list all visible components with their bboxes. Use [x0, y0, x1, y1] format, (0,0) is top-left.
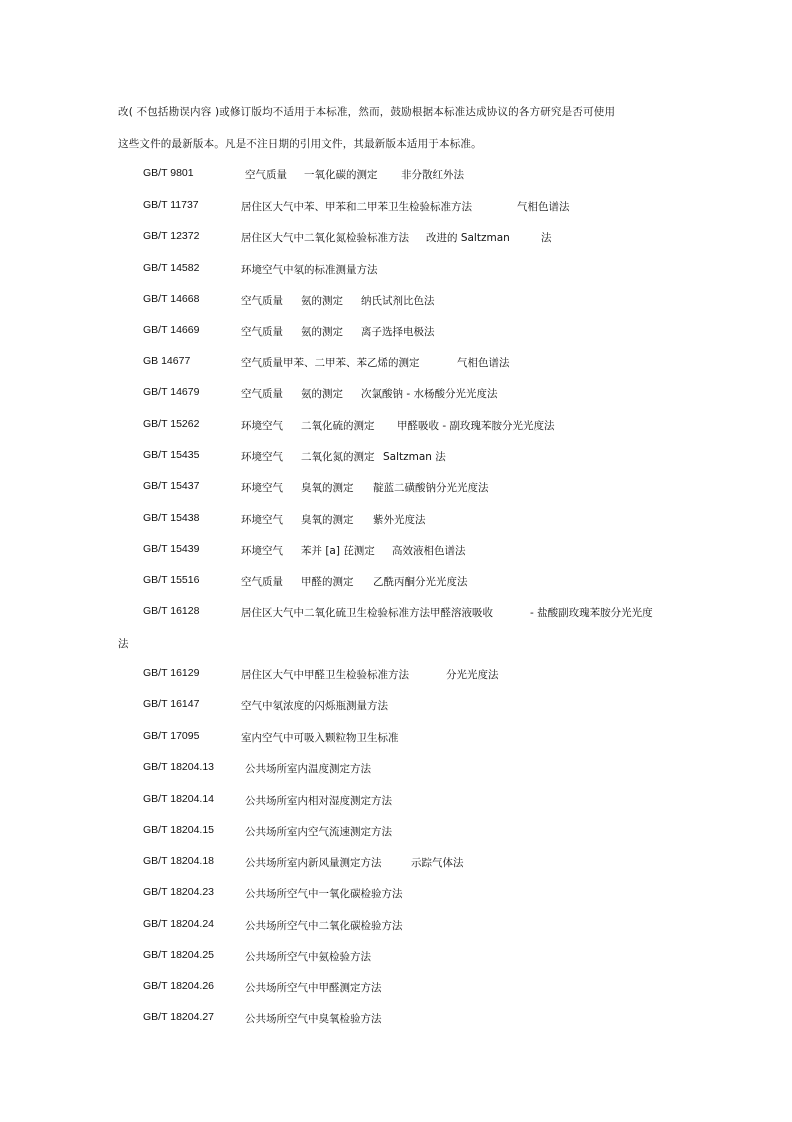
standard-title-part: 甲醛吸收 - 副玫瑰苯胺分光光度法 — [397, 420, 555, 432]
standard-title-part: 紫外光度法 — [373, 514, 426, 526]
standard-title-part: 公共场所空气中臭氧检验方法 — [245, 1013, 382, 1025]
standard-title-part: 一氧化碳的测定 — [304, 169, 378, 181]
standard-title-part: 氨的测定 — [301, 295, 343, 307]
standard-title-part: 公共场所空气中甲醛测定方法 — [245, 982, 382, 994]
standard-code: GB/T 15439 — [143, 543, 200, 555]
intro-line-1: 改( 不包括勘误内容 )或修订版均不适用于本标准，然而，鼓励根据本标准达成协议的各方研究是否可使用 — [118, 106, 616, 118]
standard-title-part: 离子选择电极法 — [361, 326, 435, 338]
standard-code: GB/T 18204.25 — [143, 949, 215, 961]
standard-title-part: 环境空气 — [241, 514, 283, 526]
standard-code: GB/T 14668 — [143, 293, 200, 305]
standard-title-continuation: 法 — [118, 638, 129, 650]
standard-code: GB 14677 — [143, 355, 191, 367]
standard-title-part: 高效液相色谱法 — [392, 545, 466, 557]
standard-code: GB/T 18204.23 — [143, 886, 215, 898]
standard-title-part: 次氯酸钠 - 水杨酸分光光度法 — [361, 388, 498, 400]
standard-title-part: 环境空气 — [241, 451, 283, 463]
standard-title-part: 臭氧的测定 — [301, 482, 354, 494]
standard-code: GB/T 15437 — [143, 480, 200, 492]
standard-title-part: 居住区大气中二氧化氮检验标准方法 — [241, 232, 409, 244]
standard-title-part: 室内空气中可吸入颗粒物卫生标准 — [241, 732, 399, 744]
standard-title-part: 二氧化硫的测定 — [301, 420, 375, 432]
standard-title-part: 臭氧的测定 — [301, 514, 354, 526]
standard-code: GB/T 18204.14 — [143, 793, 215, 805]
standard-code: GB/T 18204.26 — [143, 980, 215, 992]
standard-code: GB/T 11737 — [143, 199, 199, 211]
standard-code: GB/T 18204.24 — [143, 918, 215, 930]
standard-title-part: 环境空气 — [241, 420, 283, 432]
standard-title-part: 环境空气 — [241, 545, 283, 557]
standard-title-part: 空气质量 — [241, 576, 283, 588]
standard-title-part: 环境空气中氡的标准测量方法 — [241, 264, 378, 276]
standard-code: GB/T 18204.18 — [143, 855, 215, 867]
standard-title-part: 示踪气体法 — [411, 857, 464, 869]
standard-title-part: 空气质量甲苯、二甲苯、苯乙烯的测定 — [241, 357, 420, 369]
standard-title-part: Saltzman 法 — [383, 451, 446, 463]
standard-code: GB/T 18204.27 — [143, 1011, 215, 1023]
standard-code: GB/T 14669 — [143, 324, 200, 336]
standard-title-part: 氨的测定 — [301, 326, 343, 338]
standard-title-part: 纳氏试剂比色法 — [361, 295, 435, 307]
standard-title-part: 公共场所室内温度测定方法 — [245, 763, 371, 775]
standard-title-part: 空气质量 — [241, 388, 283, 400]
standard-code: GB/T 16147 — [143, 698, 200, 710]
standard-title-part: 居住区大气中甲醛卫生检验标准方法 — [241, 669, 409, 681]
standard-title-part: - 盐酸副玫瑰苯胺分光光度 — [530, 607, 653, 619]
standard-code: GB/T 15516 — [143, 574, 200, 586]
intro-line-2: 这些文件的最新版本。凡是不注日期的引用文件，其最新版本适用于本标准。 — [118, 138, 482, 150]
standard-title-part: 乙酰丙酮分光光度法 — [373, 576, 468, 588]
standard-title-part: 氨的测定 — [301, 388, 343, 400]
standard-title-part: 苯并 [a] 芘测定 — [301, 545, 375, 557]
standard-title-part: 空气质量 — [241, 326, 283, 338]
standard-title-part: 空气质量 — [241, 295, 283, 307]
standard-title-part: 非分散红外法 — [401, 169, 464, 181]
standard-title-part: 空气质量 — [245, 169, 287, 181]
standard-title-part: 公共场所室内相对湿度测定方法 — [245, 795, 392, 807]
standard-code: GB/T 14582 — [143, 262, 200, 274]
standard-title-part: 改进的 Saltzman — [426, 232, 510, 244]
standard-code: GB/T 18204.13 — [143, 761, 215, 773]
standard-code: GB/T 14679 — [143, 386, 200, 398]
standard-title-part: 公共场所室内新风量测定方法 — [245, 857, 382, 869]
standard-code: GB/T 9801 — [143, 167, 194, 179]
standard-title-part: 法 — [541, 232, 552, 244]
standard-title-part: 环境空气 — [241, 482, 283, 494]
standard-title-part: 二氧化氮的测定 — [301, 451, 375, 463]
standard-title-part: 靛蓝二磺酸钠分光光度法 — [373, 482, 489, 494]
standard-code: GB/T 16128 — [143, 605, 200, 617]
standard-code: GB/T 15435 — [143, 449, 200, 461]
standard-title-part: 居住区大气中苯、甲苯和二甲苯卫生检验标准方法 — [241, 201, 472, 213]
standard-code: GB/T 15262 — [143, 418, 200, 430]
standard-title-part: 公共场所室内空气流速测定方法 — [245, 826, 392, 838]
standard-title-part: 气相色谱法 — [457, 357, 510, 369]
standard-title-part: 气相色谱法 — [517, 201, 570, 213]
standard-title-part: 公共场所空气中一氧化碳检验方法 — [245, 888, 403, 900]
standard-title-part: 甲醛的测定 — [301, 576, 354, 588]
standard-title-part: 空气中氡浓度的闪烁瓶测量方法 — [241, 700, 388, 712]
standard-code: GB/T 12372 — [143, 230, 200, 242]
standard-code: GB/T 17095 — [143, 730, 200, 742]
standard-title-part: 居住区大气中二氧化硫卫生检验标准方法甲醛溶液吸收 — [241, 607, 493, 619]
standard-code: GB/T 16129 — [143, 667, 200, 679]
standard-title-part: 分光光度法 — [446, 669, 499, 681]
standard-title-part: 公共场所空气中氨检验方法 — [245, 951, 371, 963]
standard-title-part: 公共场所空气中二氧化碳检验方法 — [245, 920, 403, 932]
standard-code: GB/T 18204.15 — [143, 824, 215, 836]
standard-code: GB/T 15438 — [143, 512, 200, 524]
